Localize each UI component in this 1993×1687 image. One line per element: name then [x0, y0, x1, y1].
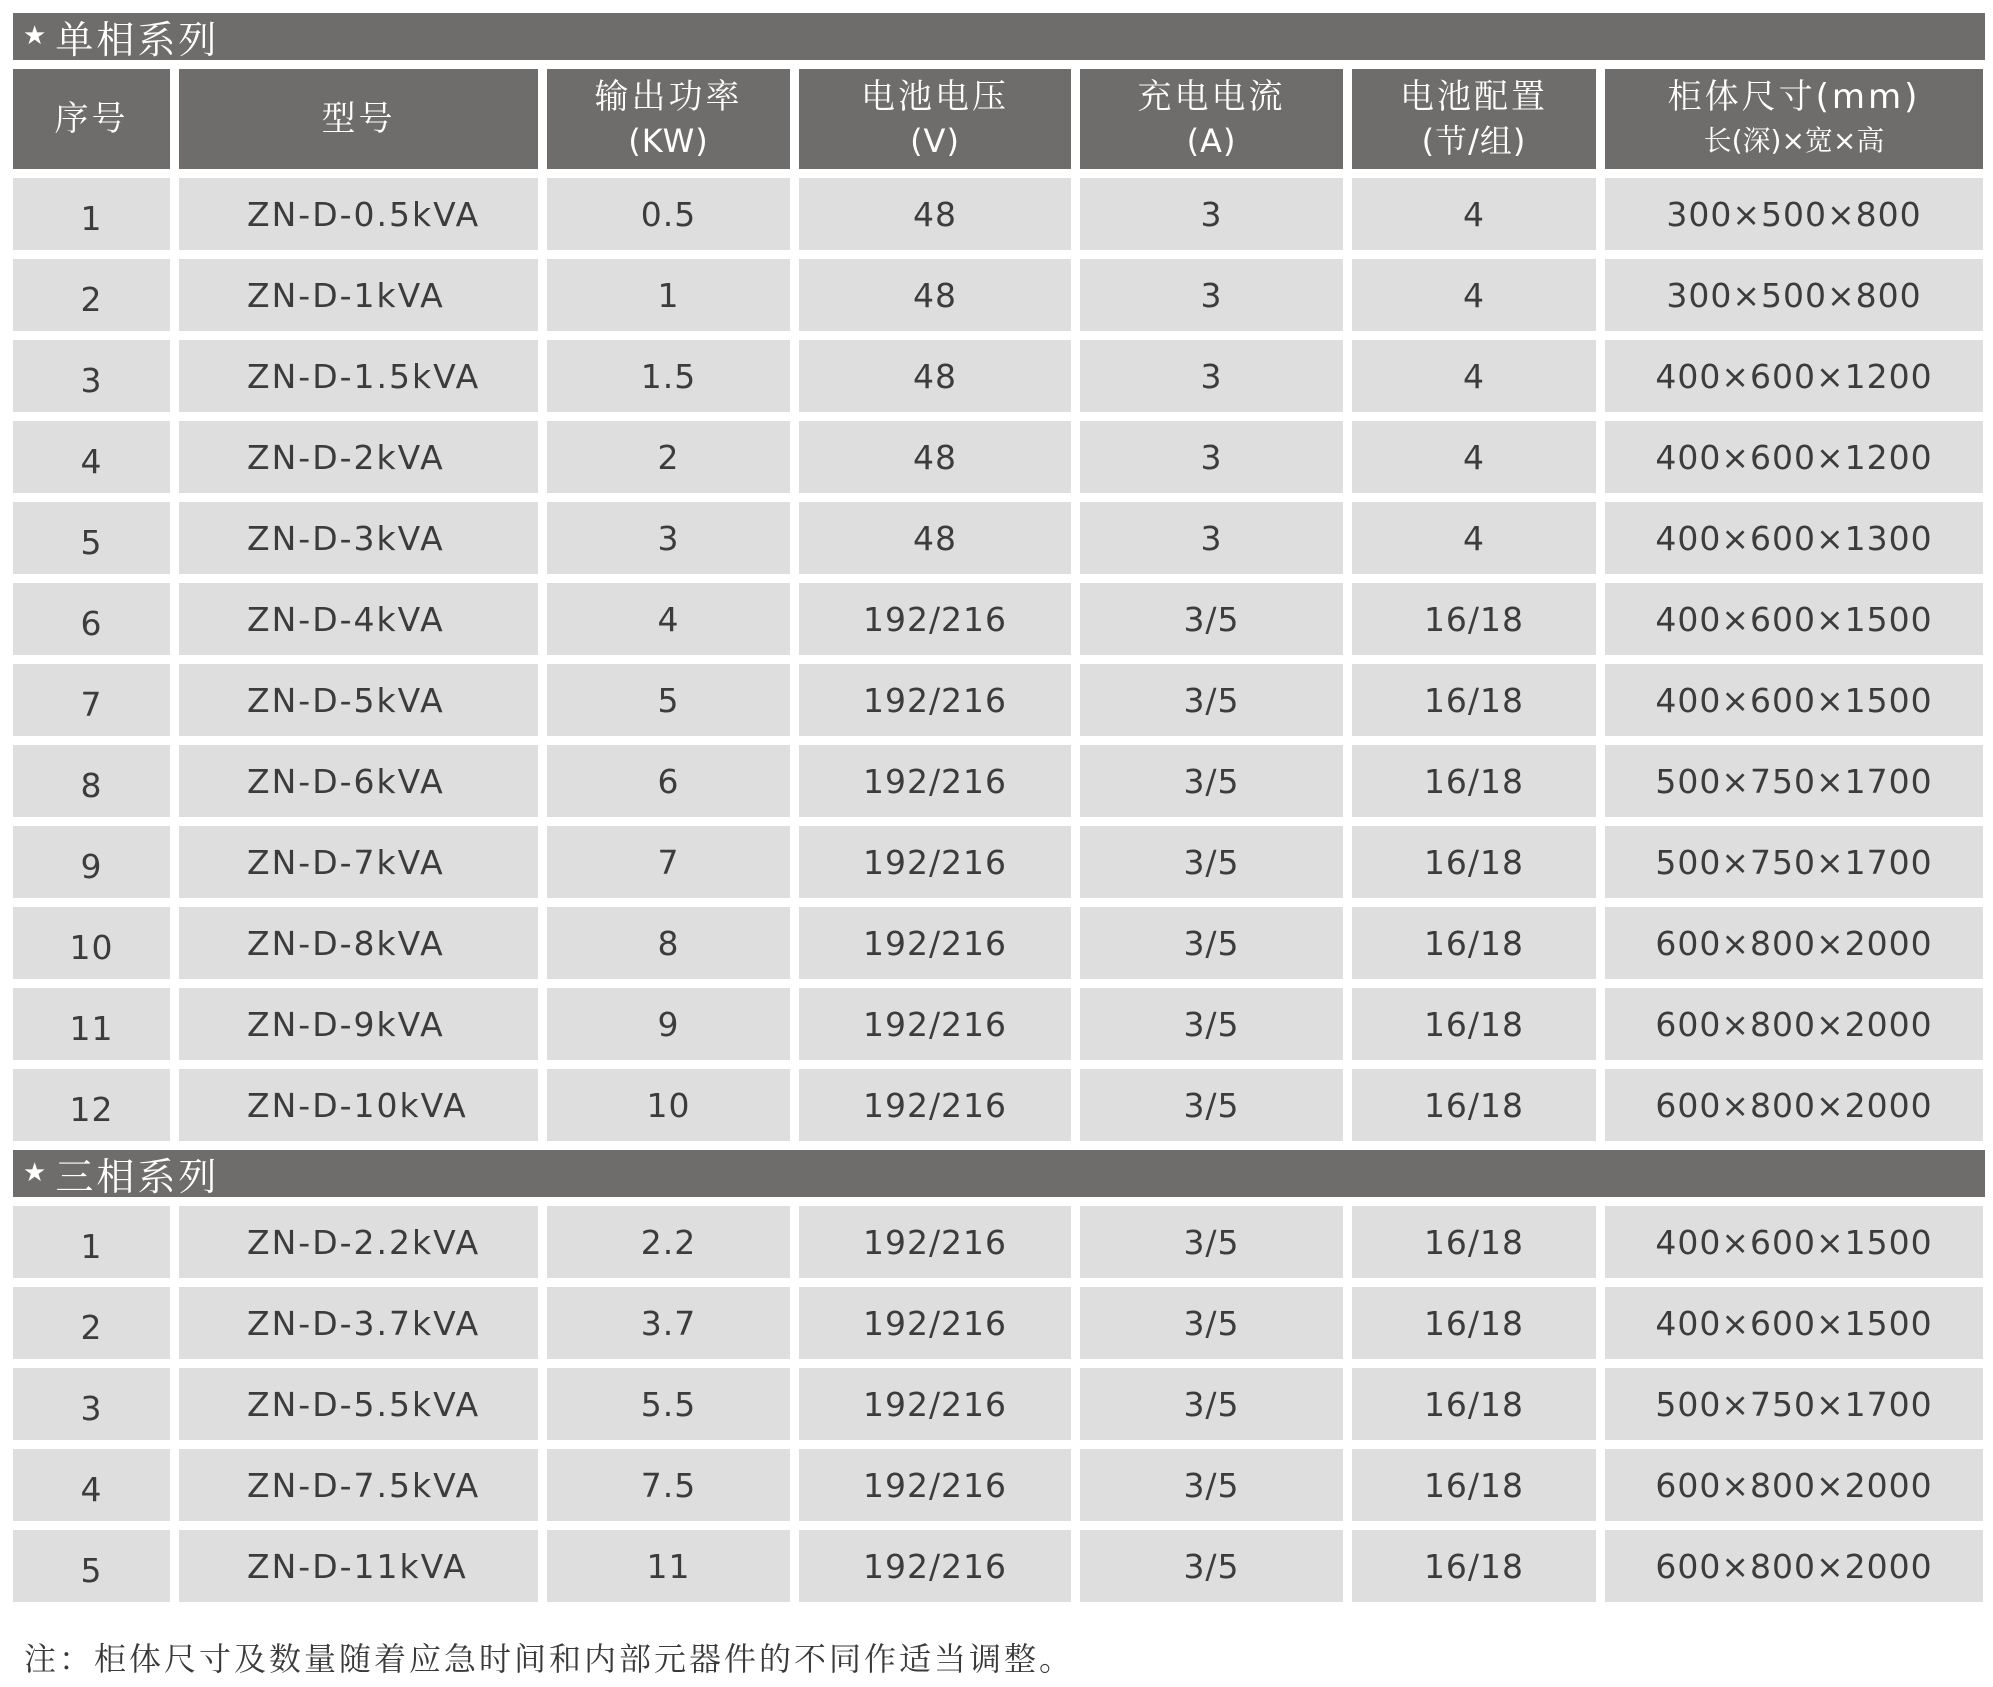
cell-charge-current: 3/5: [1080, 583, 1343, 655]
cell-output-power: 11: [547, 1530, 790, 1602]
cell-model: ZN-D-2.2kVA: [179, 1206, 538, 1278]
star-icon: ★: [23, 1157, 50, 1188]
cell-model: ZN-D-7.5kVA: [179, 1449, 538, 1521]
cell-index: 5: [13, 1530, 170, 1602]
cell-charge-current: 3/5: [1080, 826, 1343, 898]
cell-cabinet-size: 300×500×800: [1605, 178, 1983, 250]
cell-index: 3: [13, 1368, 170, 1440]
header-label: 电池电压: [861, 77, 1009, 117]
cell-battery-config: 16/18: [1352, 1206, 1596, 1278]
header-battery-config: [1352, 69, 1596, 169]
cell-charge-current: 3/5: [1080, 1069, 1343, 1141]
cell-cabinet-size: 400×600×1500: [1605, 1206, 1983, 1278]
section-header-single-phase: [13, 13, 1985, 60]
cell-charge-current: 3/5: [1080, 1206, 1343, 1278]
header-unit: (V): [910, 122, 960, 160]
cell-output-power: 8: [547, 907, 790, 979]
header-label: 充电电流: [1137, 77, 1286, 117]
cell-charge-current: 3: [1080, 178, 1343, 250]
section-title: 三相系列: [55, 1155, 220, 1199]
cell-battery-voltage: 192/216: [799, 1368, 1071, 1440]
cell-output-power: 5: [547, 664, 790, 736]
header-label: 电池配置: [1400, 77, 1548, 117]
cell-charge-current: 3: [1080, 259, 1343, 331]
cell-battery-config: 16/18: [1352, 907, 1596, 979]
section-title: 单相系列: [55, 18, 220, 62]
cell-cabinet-size: 600×800×2000: [1605, 1069, 1983, 1141]
header-label: 型号: [321, 99, 396, 139]
spec-tables: [13, 13, 1985, 1602]
cell-cabinet-size: 600×800×2000: [1605, 1449, 1983, 1521]
cell-cabinet-size: 400×600×1200: [1605, 421, 1983, 493]
cell-battery-config: 16/18: [1352, 1530, 1596, 1602]
cell-index: 12: [13, 1069, 170, 1141]
cell-output-power: 10: [547, 1069, 790, 1141]
cell-model: ZN-D-3kVA: [179, 502, 538, 574]
cell-index: 1: [13, 178, 170, 250]
cell-cabinet-size: 400×600×1500: [1605, 583, 1983, 655]
cell-battery-voltage: 192/216: [799, 745, 1071, 817]
cell-battery-voltage: 192/216: [799, 1206, 1071, 1278]
header-battery-voltage: [799, 69, 1071, 169]
cell-battery-config: 16/18: [1352, 1449, 1596, 1521]
cell-charge-current: 3: [1080, 340, 1343, 412]
single-phase-table: [13, 69, 1985, 1141]
cell-charge-current: 3/5: [1080, 1530, 1343, 1602]
cell-battery-voltage: 192/216: [799, 988, 1071, 1060]
cell-battery-config: 16/18: [1352, 826, 1596, 898]
cell-cabinet-size: 500×750×1700: [1605, 826, 1983, 898]
cell-index: 11: [13, 988, 170, 1060]
cell-battery-config: 4: [1352, 421, 1596, 493]
cell-battery-voltage: 192/216: [799, 583, 1071, 655]
cell-charge-current: 3/5: [1080, 907, 1343, 979]
cell-index: 4: [13, 421, 170, 493]
three-phase-table: [13, 1197, 1985, 1602]
header-output-power: [547, 69, 790, 169]
cell-output-power: 0.5: [547, 178, 790, 250]
cell-battery-config: 4: [1352, 178, 1596, 250]
header-index: [13, 69, 170, 169]
cell-index: 6: [13, 583, 170, 655]
cell-battery-config: 16/18: [1352, 1368, 1596, 1440]
header-label: 输出功率: [594, 77, 743, 117]
cell-charge-current: 3: [1080, 421, 1343, 493]
cell-battery-voltage: 192/216: [799, 907, 1071, 979]
cell-index: 10: [13, 907, 170, 979]
cell-output-power: 6: [547, 745, 790, 817]
cell-battery-config: 16/18: [1352, 583, 1596, 655]
cell-model: ZN-D-6kVA: [179, 745, 538, 817]
cell-battery-config: 4: [1352, 502, 1596, 574]
header-label: 柜体尺寸(mm): [1667, 77, 1921, 117]
cell-cabinet-size: 400×600×1500: [1605, 664, 1983, 736]
cell-model: ZN-D-4kVA: [179, 583, 538, 655]
cell-charge-current: 3/5: [1080, 1287, 1343, 1359]
cell-output-power: 1: [547, 259, 790, 331]
cell-cabinet-size: 500×750×1700: [1605, 745, 1983, 817]
cell-output-power: 5.5: [547, 1368, 790, 1440]
cell-battery-voltage: 192/216: [799, 1530, 1071, 1602]
header-charge-current: [1080, 69, 1343, 169]
cell-output-power: 3: [547, 502, 790, 574]
cell-index: 5: [13, 502, 170, 574]
cell-battery-config: 16/18: [1352, 745, 1596, 817]
cell-output-power: 9: [547, 988, 790, 1060]
cell-model: ZN-D-2kVA: [179, 421, 538, 493]
cell-index: 9: [13, 826, 170, 898]
cell-battery-config: 16/18: [1352, 1069, 1596, 1141]
cell-battery-config: 4: [1352, 340, 1596, 412]
header-unit: (节/组): [1421, 122, 1527, 160]
header-label: 序号: [54, 99, 129, 139]
cell-charge-current: 3/5: [1080, 664, 1343, 736]
section-header-three-phase: [13, 1150, 1985, 1197]
cell-cabinet-size: 500×750×1700: [1605, 1368, 1983, 1440]
cell-output-power: 2: [547, 421, 790, 493]
cell-model: ZN-D-9kVA: [179, 988, 538, 1060]
cell-battery-config: 16/18: [1352, 988, 1596, 1060]
cell-battery-voltage: 48: [799, 259, 1071, 331]
cell-model: ZN-D-0.5kVA: [179, 178, 538, 250]
cell-index: 7: [13, 664, 170, 736]
header-unit: 长(深)×宽×高: [1703, 124, 1885, 157]
cell-battery-voltage: 48: [799, 178, 1071, 250]
cell-charge-current: 3: [1080, 502, 1343, 574]
cell-output-power: 7: [547, 826, 790, 898]
cell-battery-config: 16/18: [1352, 664, 1596, 736]
cell-charge-current: 3/5: [1080, 1449, 1343, 1521]
cell-battery-voltage: 48: [799, 502, 1071, 574]
cell-cabinet-size: 400×600×1200: [1605, 340, 1983, 412]
cell-output-power: 4: [547, 583, 790, 655]
header-cabinet-size: [1605, 69, 1983, 169]
cell-model: ZN-D-7kVA: [179, 826, 538, 898]
cell-model: ZN-D-10kVA: [179, 1069, 538, 1141]
cell-model: ZN-D-5.5kVA: [179, 1368, 538, 1440]
cell-output-power: 7.5: [547, 1449, 790, 1521]
header-unit: (KW): [628, 122, 709, 160]
cell-battery-voltage: 48: [799, 421, 1071, 493]
cell-battery-config: 16/18: [1352, 1287, 1596, 1359]
cell-battery-config: 4: [1352, 259, 1596, 331]
cell-output-power: 2.2: [547, 1206, 790, 1278]
cell-battery-voltage: 192/216: [799, 826, 1071, 898]
header-unit: (A): [1186, 122, 1237, 160]
cell-charge-current: 3/5: [1080, 1368, 1343, 1440]
cell-charge-current: 3/5: [1080, 745, 1343, 817]
cell-battery-voltage: 192/216: [799, 664, 1071, 736]
footnote: 注：柜体尺寸及数量随着应急时间和内部元器件的不同作适当调整。: [24, 1640, 1075, 1678]
cell-cabinet-size: 300×500×800: [1605, 259, 1983, 331]
cell-model: ZN-D-3.7kVA: [179, 1287, 538, 1359]
cell-charge-current: 3/5: [1080, 988, 1343, 1060]
cell-index: 1: [13, 1206, 170, 1278]
cell-cabinet-size: 400×600×1300: [1605, 502, 1983, 574]
cell-model: ZN-D-1.5kVA: [179, 340, 538, 412]
cell-index: 8: [13, 745, 170, 817]
cell-index: 2: [13, 1287, 170, 1359]
cell-model: ZN-D-5kVA: [179, 664, 538, 736]
cell-index: 3: [13, 340, 170, 412]
cell-battery-voltage: 192/216: [799, 1069, 1071, 1141]
cell-index: 2: [13, 259, 170, 331]
cell-cabinet-size: 600×800×2000: [1605, 1530, 1983, 1602]
cell-index: 4: [13, 1449, 170, 1521]
cell-battery-voltage: 192/216: [799, 1287, 1071, 1359]
cell-cabinet-size: 600×800×2000: [1605, 907, 1983, 979]
cell-battery-voltage: 192/216: [799, 1449, 1071, 1521]
header-model: [179, 69, 538, 169]
cell-output-power: 3.7: [547, 1287, 790, 1359]
cell-output-power: 1.5: [547, 340, 790, 412]
cell-model: ZN-D-8kVA: [179, 907, 538, 979]
cell-cabinet-size: 400×600×1500: [1605, 1287, 1983, 1359]
cell-model: ZN-D-1kVA: [179, 259, 538, 331]
cell-cabinet-size: 600×800×2000: [1605, 988, 1983, 1060]
star-icon: ★: [23, 20, 50, 51]
cell-model: ZN-D-11kVA: [179, 1530, 538, 1602]
cell-battery-voltage: 48: [799, 340, 1071, 412]
